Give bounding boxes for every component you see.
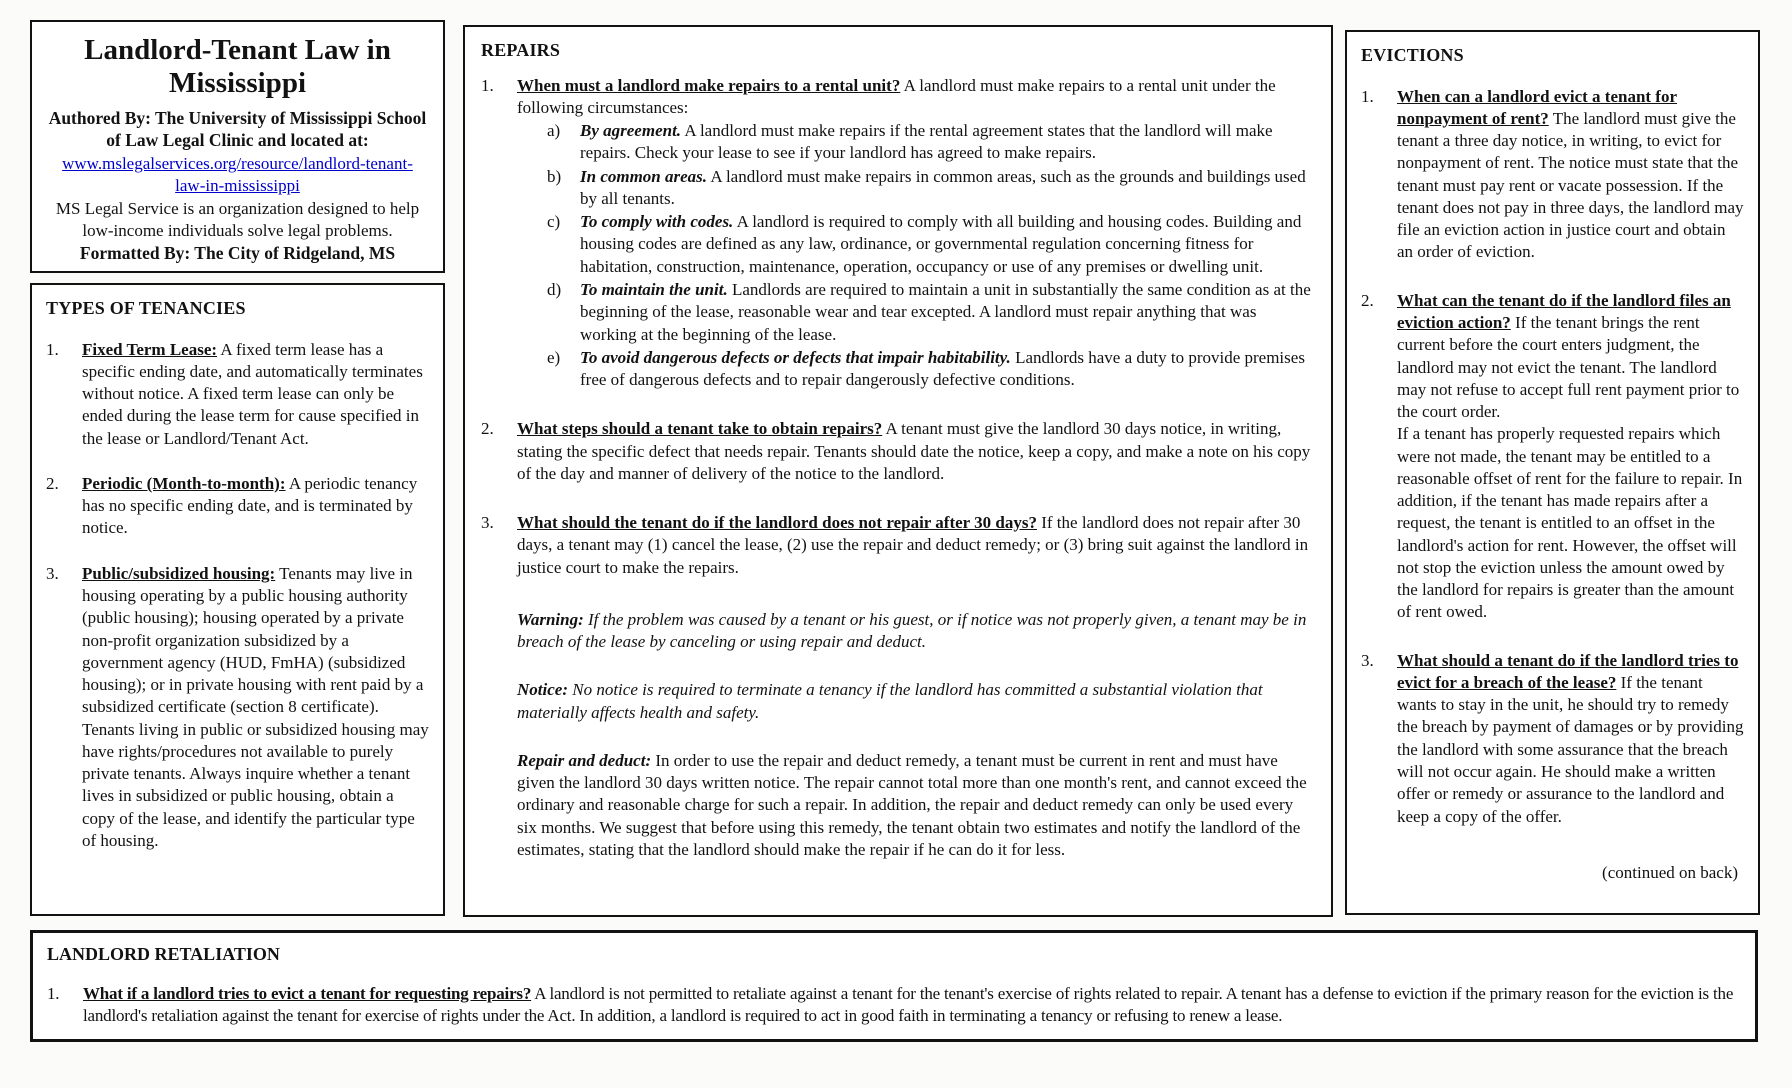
landlord-retaliation-box [30, 930, 1758, 1042]
repairs-sub-item-d [547, 279, 1315, 346]
sub-item-text: A landlord must make repairs in common areas, such as the grounds and buildings used by all tenants. [580, 166, 1306, 208]
org-description: MS Legal Service is an organization designed to help low-income individuals solve legal problems. [55, 199, 420, 241]
question-text: A tenant must give the landlord 30 days notice, in writing, stating the specific defect that needs repair. Tenants should date the notice, keep a copy, and make a note on his copy of the day and manner of delivery of the notice to the landlord. [517, 419, 1311, 483]
sub-item-number: c) [547, 212, 561, 232]
tenancy-item-fixed-term [46, 339, 429, 450]
question-text: If the tenant brings the rent current before the court enters judgment, the landlord may not evict the tenant. The landlord may not refuse to accept full rent payment prior to the court order. [1397, 312, 1740, 422]
sub-item-text: A landlord must make repairs if the rental agreement states that the landlord will make repairs. Check your lease to see if your landlord has agreed to make repairs. [580, 121, 1273, 163]
formatted-by-text: Formatted By: The City of Ridgeland, MS [79, 242, 396, 263]
types-of-tenancies-box [30, 283, 445, 916]
item-number: 2. [481, 419, 494, 439]
question-label: What can the tenant do if the landlord files an eviction action? [1397, 290, 1731, 332]
item-number: 3. [1361, 650, 1374, 670]
sub-item-number: b) [547, 166, 562, 186]
repairs-sub-item-b [547, 166, 1315, 211]
authored-by-text: Authored By: The University of Mississippi School of Law Legal Clinic and located at: [48, 107, 427, 150]
question-label: What should the tenant do if the landlord does not repair after 30 days? [517, 513, 1037, 533]
repairs-question-2 [481, 418, 1315, 485]
question-text: If the tenant wants to stay in the unit, he should try to remedy the breach by payment of damages or by providing the landlord with some assurance that the breach will not occur again. He should make a written offer or remedy or assurance to the landlord and keep a copy of the offer. [1397, 672, 1744, 826]
question-label: What steps should a tenant take to obtain repairs? [517, 419, 883, 439]
item-number: 2. [1361, 290, 1374, 310]
item-number: 3. [481, 513, 494, 533]
note-text: No notice is required to terminate a tenancy if the landlord has committed a substantial violation that materially affects health and safety. [517, 680, 1263, 722]
retaliation-item [47, 983, 1741, 1028]
eviction-item-nonpayment [1361, 86, 1744, 264]
note-text: If the problem was caused by a tenant or his guest, or if notice was not properly given, a tenant may be in breach of the lease by canceling or using repair and deduct. [517, 609, 1307, 652]
evictions-box [1345, 30, 1760, 915]
repairs-box [463, 25, 1333, 917]
sub-item-number: d) [547, 279, 562, 299]
question-text-continued: If a tenant has properly requested repairs which were not made, the tenant may be entitled to a reasonable offset of rent for the failure to repair. In addition, if the tenant has made repairs after a request, the tenant is entitled to an offset in the landlord's action for rent. However, the offset will not stop the eviction unless the amount owed by the landlord for repairs is greater than the amount of rent owed. [1397, 424, 1743, 622]
sub-item-lead: To comply with codes. [580, 212, 734, 232]
sub-item-number: a) [547, 121, 561, 141]
tenancy-item-periodic [46, 473, 429, 540]
question-label: When can a landlord evict a tenant for nonpayment of rent? [1397, 86, 1678, 128]
item-label: Public/subsidized housing: [82, 563, 276, 583]
item-number: 1. [481, 75, 494, 95]
repairs-sub-item-e [547, 347, 1315, 392]
item-number: 1. [46, 339, 59, 359]
repairs-question-3 [481, 512, 1315, 579]
sub-item-lead: To maintain the unit. [580, 279, 728, 299]
repair-and-deduct-note [517, 750, 1315, 861]
question-label: What should a tenant do if the landlord tries to evict for a breach of the lease? [1397, 650, 1739, 692]
title-box [30, 20, 445, 273]
eviction-item-breach-of-lease [1361, 650, 1744, 828]
eviction-item-eviction-action [1361, 290, 1744, 624]
repairs-question-1 [481, 75, 1315, 393]
item-number: 1. [47, 983, 60, 1003]
resource-link[interactable]: www.mslegalservices.org/resource/landlord-tenant-law-in-mississippi [62, 153, 413, 195]
tenancy-item-public-subsidized [46, 563, 429, 852]
sub-item-text: Landlords are required to maintain a unit in substantially the same condition as at the beginning of the lease, reasonable wear and tear excepted. A landlord must repair anything that was working at the beginning of the lease. [580, 279, 1311, 344]
note-lead: Repair and deduct: [517, 750, 652, 770]
item-label: Fixed Term Lease: [82, 339, 218, 359]
repairs-sub-item-c [547, 211, 1315, 278]
question-label: When must a landlord make repairs to a rental unit? [517, 75, 901, 95]
item-text: A fixed term lease has a specific ending date, and automatically terminates without notice. A fixed term lease can only be ended during the lease term for cause specified in the lease or Landlord/Tenant Act. [82, 339, 423, 448]
continued-on-back-note: (continued on back) [1602, 862, 1738, 882]
page-title: Landlord-Tenant Law in Mississippi [84, 34, 391, 100]
question-text: A landlord is not permitted to retaliate against a tenant for the tenant's exercise of rights related to repair. A tenant has a defense to eviction if the primary reason for the eviction is the landlord's retaliation against the tenant for exercise of rights under the Act. In addition, a landlord is required to act in good faith in terminating a tenancy or refusing to renew a lease. [83, 983, 1734, 1025]
question-text: A landlord must make repairs to a rental unit under the following circumstances: [517, 75, 1276, 117]
warning-note [517, 609, 1315, 654]
item-number: 3. [46, 563, 59, 583]
sub-item-lead: To avoid dangerous defects or defects that impair habitability. [580, 347, 1011, 367]
repairs-heading: REPAIRS [481, 40, 561, 60]
item-number: 1. [1361, 86, 1374, 106]
question-label: What if a landlord tries to evict a tenant for requesting repairs? [83, 983, 532, 1003]
tenancies-heading: TYPES OF TENANCIES [46, 298, 246, 318]
notice-note [517, 679, 1315, 724]
retaliation-heading: LANDLORD RETALIATION [47, 944, 280, 964]
evictions-heading: EVICTIONS [1361, 45, 1464, 65]
sub-item-text: Landlords have a duty to provide premises free of dangerous defects and to repair dangerously defective conditions. [580, 347, 1305, 390]
sub-item-number: e) [547, 347, 561, 367]
item-text: A periodic tenancy has no specific ending date, and is terminated by notice. [82, 473, 418, 538]
sub-item-lead: In common areas. [580, 166, 708, 186]
question-text: The landlord must give the tenant a three day notice, in writing, to evict for nonpayment of rent. The notice must state that the tenant must pay rent or vacate possession. If the tenant does not pay in three days, the landlord may file an eviction action in justice court and obtain an order of eviction. [1397, 108, 1744, 262]
note-lead: Warning: [517, 609, 584, 629]
sub-item-text: A landlord is required to comply with all building and housing codes. Building and housing codes are defined as any law, ordinance, or governmental regulation concerning fitness for habitation, construction, maintenance, operation, occupancy or use of any premises or dwelling unit. [580, 212, 1302, 276]
sub-item-lead: By agreement. [580, 121, 682, 141]
repairs-sub-item-a [547, 120, 1315, 165]
note-lead: Notice: [517, 680, 568, 700]
question-text: If the landlord does not repair after 30 days, a tenant may (1) cancel the lease, (2) use the repair and deduct remedy; or (3) bring suit against the landlord in justice court to make the repairs. [517, 513, 1309, 577]
item-number: 2. [46, 473, 59, 493]
item-text: Tenants may live in housing operating by a public housing authority (public housing); housing operated by a private non-profit organization subsidized by a government agency (HUD, FmHA) (subsidized housing); or in private housing with rent paid by a subsidized certificate (section 8 certificate). Tenants living in public or subsidized housing may have rights/procedures not available to purely private tenants. Always inquire whether a tenant lives in subsidized or public housing, obtain a copy of the lease, and identify the particular type of housing. [82, 563, 429, 850]
item-label: Periodic (Month-to-month): [82, 473, 286, 493]
note-text: In order to use the repair and deduct remedy, a tenant must be current in rent and must have given the landlord 30 days written notice. The repair cannot total more than one month's rent, and cannot exceed the ordinary and reasonable charge for such a repair. In addition, the repair and deduct remedy can only be used every six months. We suggest that before using this remedy, the tenant obtain two estimates and notify the landlord of the estimates, stating that the landlord should make the repair if he can do it for less. [517, 750, 1307, 860]
